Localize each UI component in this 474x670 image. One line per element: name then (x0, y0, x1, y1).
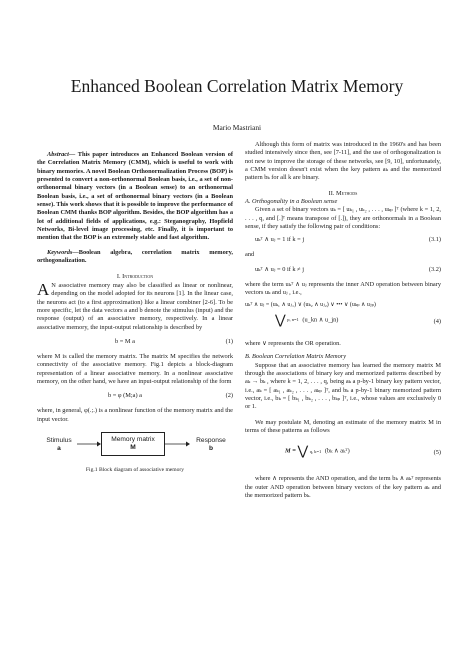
equation-2-body: b = φ (M;a) a (107, 392, 142, 400)
and-word: and (245, 251, 255, 259)
equation-1-number: (1) (225, 337, 233, 345)
equation-1-body: b = M a (115, 337, 135, 345)
equation-4-term: (u_kn ∧ u_jn) (302, 316, 339, 324)
section-heading-methods: II. Methods (328, 189, 358, 197)
equation-5-rhs: (bₖ ∧ aₖᵀ) (324, 447, 350, 455)
equation-1 (37, 336, 233, 349)
equation-3-2 (245, 264, 441, 277)
equation-3-2-number: (3.2) (428, 265, 441, 273)
figure-1-diagram (37, 432, 233, 462)
abstract-text: This paper introduces an Enhanced Boolean version of the Correlation Matrix Memory (CMM), which is useful to work with binary memories. A novel Boolean Orthonormalization Process (BOP) is presented to convert a non-orthonormal Boolean basis, i.e., a set of non-orthonormal binary vectors (in a Boolean sense) to an orthonormal Boolean basis, i.e., a set of orthonormal binary vectors (in a Boolean sense). This work shows that it is possible to improve the performance of Boolean CMM thanks BOP algorithm. Besides, the BOP algorithm has a lot of additional fields of applications, e.g.: Steganography, Hopfield Networks, Bi-level image processing, etc. Finally, it is important to mention that the BOP is an extremely stable and fast algorithm. (37, 151, 233, 242)
keywords-label: Keywords— (47, 248, 79, 256)
right-paragraph-4: where ∨ represents the OR operation. (245, 339, 341, 347)
subsection-b-heading: B. Boolean Correlation Matrix Memory (245, 353, 347, 361)
equation-5-lhs: M = (285, 447, 296, 455)
equation-2-number: (2) (225, 392, 233, 400)
intro-paragraph-2: where M is called the memory matrix. The matrix M specifies the network connectivity of the associative memory. Fig.1 depicts a block-diagram representation of a linear associative memory. In a nonlinear associative memory, on the other hand, we have an input-output relationship of the form (37, 352, 233, 385)
equation-5-number: (5) (433, 449, 441, 457)
equation-5-body (285, 443, 421, 459)
right-paragraph-3: where the term uₖᵀ ∧ uⱼ represents the inner AND operation between binary vectors uₖ and uⱼ , i.e., (245, 280, 441, 297)
response-label: Response b (196, 436, 226, 452)
right-paragraph-2: Given a set of binary vectors uₖ = [ uₖ₁ , uₖ₂ , . . . , uₖₚ ]ᵀ (where k = 1, 2, . . . , q, and [.]ᵀ means transpose of [.]), they are orthonormals in a Boolean sense, if they satisfy the following pair of conditions: (245, 206, 441, 231)
right-paragraph-5: Suppose that an associative memory has learned the memory matrix M through the associations of binary key and memorized patterns described by aₖ → bₖ , where k = 1, 2, . . . , q, being aₖ a p-by-1 binary key pattern vector, i.e., aₖ = [ aₖ₁ , aₖ₂ , . . . , aₖₚ ]ᵀ, and bₖ a p-by-1 binary memorized pattern vector, i.e., bₖ = [ bₖ₁ , bₖ₂ , . . . , bₖₚ ]ᵀ, i.e., whose values are exclusively 0 or 1. (245, 361, 441, 411)
equation-3-1 (245, 234, 441, 247)
big-or-symbol: ⋁ (275, 311, 286, 327)
right-paragraph-6: We may postulate M, denoting an estimate of the memory matrix M in terms of these patterns as follows (245, 418, 441, 434)
paper-title: Enhanced Boolean Correlation Matrix Memory (70, 76, 404, 96)
author-name: Mario Mastriani (212, 123, 262, 132)
equation-3-2-body: uₖᵀ ∧ uⱼ = 0 if k ≠ j (255, 265, 305, 273)
section-heading-introduction: I. Introduction (116, 273, 154, 281)
drop-cap: A (37, 279, 50, 299)
keywords-text: Boolean algebra, correlation matrix memory, orthogonalization. (37, 248, 233, 265)
stimulus-label: Stimulus a (46, 436, 72, 452)
intro-paragraph-1-text: N associative memory may also be classified as linear or nonlinear, depending on the model adopted for its neurons [1]. In the linear case, the neurons act (to a first approximation) like a linear combiner [2-6]. To be more specific, let the data vectors a and b denote the stimulus (input) and the response (output) of an associative memory, respectively. In a linear associative memory, the input-output relationship is described by (37, 281, 233, 331)
equation-3-1-body: uₖᵀ ∧ uⱼ = 1 if k = j (255, 236, 305, 244)
intro-paragraph-3: where, in general, φ(.;.) is a nonlinear function of the memory matrix and the input vector. (37, 407, 233, 423)
equation-3-1-number: (3.1) (428, 236, 441, 244)
equation-2 (37, 390, 233, 403)
right-paragraph-7: where ∧ represents the AND operation, and the term bₖ ∧ aₖᵀ represents the outer AND operation between binary vectors of the key pattern aₖ and the memorized pattern bₖ. (245, 475, 441, 499)
equation-4-number: (4) (433, 317, 441, 325)
keywords (37, 249, 233, 266)
abstract-label: Abstract— (47, 151, 76, 158)
equation-4-body (275, 311, 421, 327)
right-paragraph-1: Although this form of matrix was introduced in the 1960's and has been studied intensively since then, see [7-11], and the use of orthogonalization is not new to improve the storage of these networks, see [9, 10], unfortunately, a CMM version doesn't exist when the key pattern aₖ and the memorized pattern bₖ for all k are binary. (245, 141, 441, 182)
equation-5 (245, 439, 441, 471)
equation-5-limits: q, k=1 (309, 448, 322, 454)
big-or-symbol-5: ⋁ (297, 443, 309, 459)
figure-1-caption: Fig.1 Block diagram of associative memory (85, 466, 185, 473)
equation-4 (245, 310, 441, 336)
right-column (245, 141, 441, 500)
input-arrow-icon (77, 441, 101, 447)
abstract (37, 151, 233, 243)
equation-4-limits: p, n=1 (287, 317, 299, 323)
output-arrow-icon (164, 441, 190, 447)
memory-matrix-label: Memory matrix M (111, 435, 155, 451)
subsection-a-heading: A. Orthogonality in a Boolean sense (245, 198, 338, 206)
left-column (37, 151, 233, 474)
equation-4-line-1: uₖᵀ ∧ uⱼ = (uₖ₁ ∧ uⱼ₁) ∨ (uₖ₂ ∧ uⱼ₂) ∨ ••• ∨ (uₖₚ ∧ uⱼₚ) (245, 302, 376, 309)
intro-paragraph-1 (37, 279, 233, 332)
